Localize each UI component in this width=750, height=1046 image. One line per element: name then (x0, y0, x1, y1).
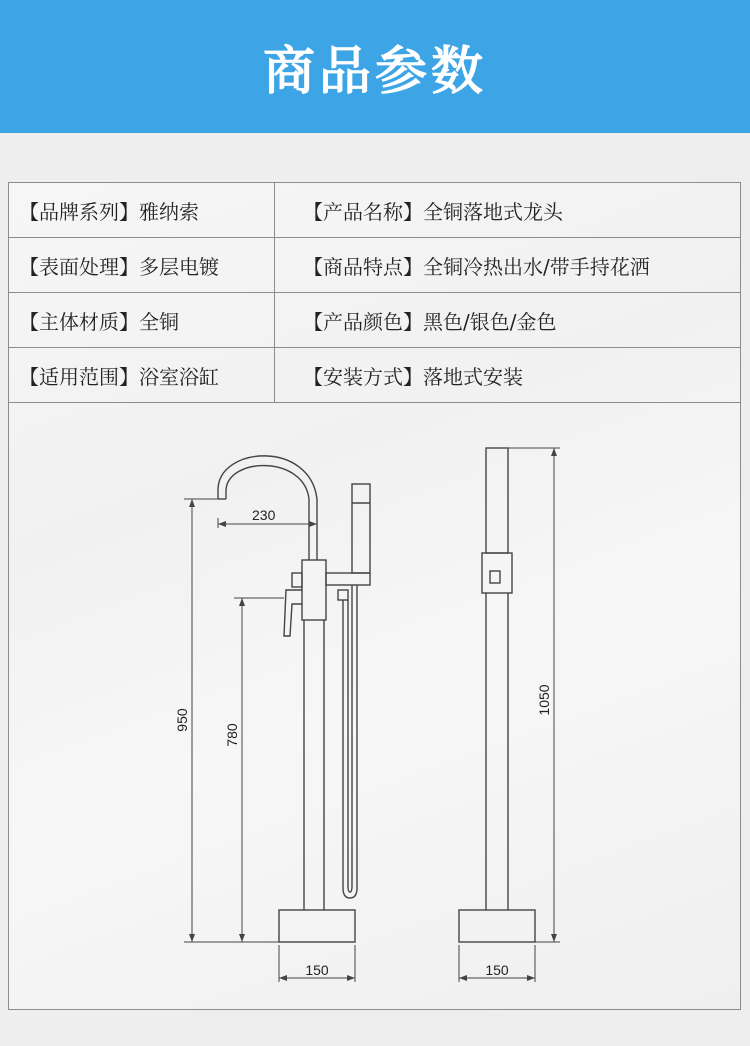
mixer-body-side (482, 553, 512, 593)
hose-connector (338, 590, 348, 600)
shower-holder-bracket (326, 573, 370, 585)
spec-cell-usage: 【适用范围】浴室浴缸 (9, 348, 275, 403)
page-title: 商品参数 (262, 42, 487, 102)
arrowhead (347, 975, 355, 981)
dim-label-230: 230 (252, 507, 276, 523)
arrowhead (239, 598, 245, 606)
spec-cell-brand: 【品牌系列】雅纳索 (9, 183, 275, 238)
arrowhead (218, 521, 226, 527)
spec-cell-color: 【产品颜色】黑色/银色/金色 (275, 293, 741, 348)
base-plate-front (279, 910, 355, 942)
hose-inner (348, 585, 352, 892)
dim-label-780: 780 (224, 723, 240, 747)
arrowhead (459, 975, 467, 981)
arrowhead (551, 934, 557, 942)
hand-shower-front (352, 484, 370, 573)
arrowhead (189, 499, 195, 507)
arrowhead (527, 975, 535, 981)
dim-label-950: 950 (174, 708, 190, 732)
arrowhead (551, 448, 557, 456)
mixer-knob (292, 573, 302, 587)
base-plate-side (459, 910, 535, 942)
arrowhead (279, 975, 287, 981)
dim-label-150-front: 150 (305, 962, 329, 978)
hand-shower-side (486, 448, 508, 553)
arrowhead (239, 934, 245, 942)
lever-handle (284, 590, 302, 636)
dim-label-1050: 1050 (536, 684, 552, 716)
spec-cell-product-name: 【产品名称】全铜落地式龙头 (275, 183, 741, 238)
spec-cell-features: 【商品特点】全铜冷热出水/带手持花洒 (275, 238, 741, 293)
spec-cell-install: 【安装方式】落地式安装 (275, 348, 741, 403)
hose-outer (343, 585, 357, 898)
dim-label-150-side: 150 (485, 962, 509, 978)
arrowhead (189, 934, 195, 942)
arrowhead (309, 521, 317, 527)
mixer-knob-side (490, 571, 500, 583)
spec-cell-material: 【主体材质】全铜 (9, 293, 275, 348)
mixer-body (302, 560, 326, 620)
spec-cell-surface: 【表面处理】多层电镀 (9, 238, 275, 293)
